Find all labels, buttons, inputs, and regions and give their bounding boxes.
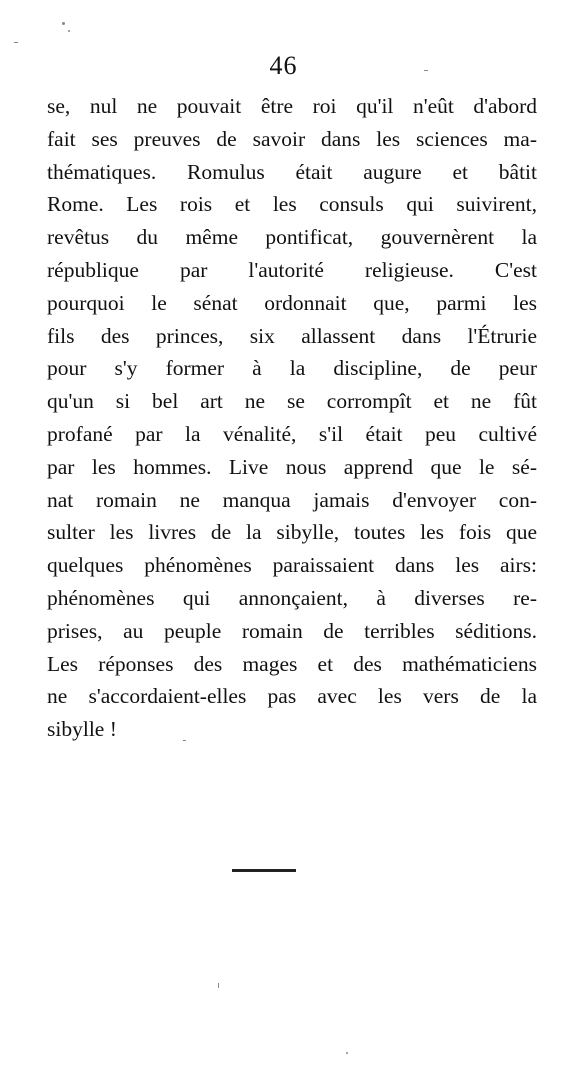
paper-speck — [14, 42, 18, 43]
text-line: Rome. Les rois et les consuls qui suivirent, — [47, 192, 537, 217]
text-line: pour s'y former à la discipline, de peur — [47, 356, 537, 381]
text-line-last: sibylle ! — [47, 717, 117, 742]
paper-speck — [68, 30, 70, 32]
paper-speck — [218, 983, 219, 988]
text-line: nat romain ne manqua jamais d'envoyer con- — [47, 487, 537, 512]
text-line: sulter les livres de la sibylle, toutes les fois que — [47, 520, 537, 545]
end-rule-divider — [232, 869, 296, 872]
text-line: revêtus du même pontificat, gouvernèrent la — [47, 225, 537, 250]
body-text — [47, 90, 537, 746]
text-line: profané par la vénalité, s'il était peu cultivé — [47, 421, 537, 446]
text-line: qu'un si bel art ne se corrompît et ne fût — [47, 389, 537, 414]
text-line: phénomènes qui annonçaient, à diverses re- — [47, 585, 537, 610]
text-line: ne s'accordaient-elles pas avec les vers de la — [47, 684, 537, 709]
text-line: par les hommes. Live nous apprend que le sé- — [47, 454, 537, 479]
paper-speck — [424, 70, 428, 71]
paper-speck — [183, 740, 186, 741]
text-line: se, nul ne pouvait être roi qu'il n'eût d'abord — [47, 94, 537, 118]
text-line: prises, au peuple romain de terribles séditions. — [47, 618, 537, 643]
text-line: fils des princes, six allassent dans l'Étrurie — [47, 323, 537, 348]
paper-speck — [62, 22, 65, 25]
text-line: thématiques. Romulus était augure et bâtit — [47, 159, 537, 184]
text-line: fait ses preuves de savoir dans les sciences ma- — [47, 126, 537, 151]
paper-speck — [346, 1052, 348, 1054]
text-line: pourquoi le sénat ordonnait que, parmi les — [47, 290, 537, 315]
text-line: Les réponses des mages et des mathématiciens — [47, 651, 537, 676]
text-line: quelques phénomènes paraissaient dans les airs: — [47, 553, 537, 578]
text-line: république par l'autorité religieuse. C'est — [47, 257, 537, 282]
page-number: 46 — [269, 51, 298, 80]
